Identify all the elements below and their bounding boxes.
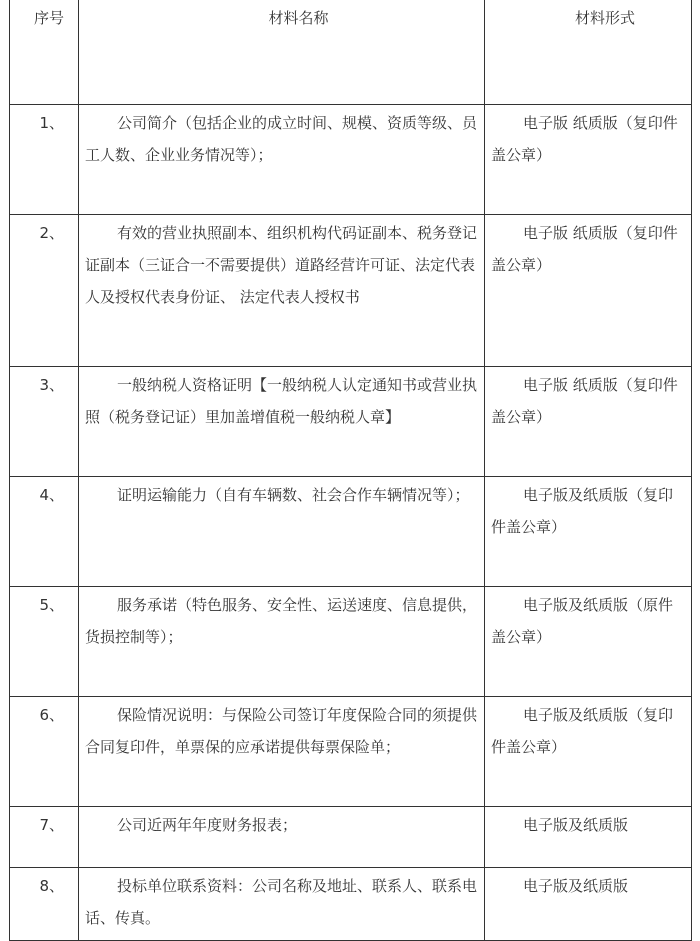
row-number: 2、	[10, 215, 79, 367]
material-form: 电子版及纸质版（复印件盖公章）	[485, 697, 692, 807]
row-number: 6、	[10, 697, 79, 807]
header-name-label: 材料名称	[268, 9, 329, 27]
row-number: 3、	[10, 367, 79, 477]
material-form: 电子版及纸质版	[485, 807, 692, 868]
table-row	[10, 807, 692, 868]
material-form: 电子版 纸质版（复印件盖公章）	[485, 105, 692, 215]
material-name: 保险情况说明：与保险公司签订年度保险合同的须提供合同复印件，单票保的应承诺提供每票保险单；	[79, 697, 485, 807]
row-number: 4、	[10, 477, 79, 587]
table-row	[10, 215, 692, 367]
material-name: 公司近两年年度财务报表；	[79, 807, 485, 868]
material-form: 电子版及纸质版（原件盖公章）	[485, 587, 692, 697]
header-no-cell	[10, 0, 79, 105]
table-row	[10, 105, 692, 215]
table-row	[10, 697, 692, 807]
header-form-cell	[485, 0, 692, 105]
material-name: 公司简介（包括企业的成立时间、规模、资质等级、员工人数、企业业务情况等）；	[79, 105, 485, 215]
material-form: 电子版 纸质版（复印件盖公章）	[485, 367, 692, 477]
material-form: 电子版及纸质版	[485, 868, 692, 941]
table-row	[10, 477, 692, 587]
material-name: 有效的营业执照副本、组织机构代码证副本、税务登记证副本（三证合一不需要提供）道路经营许可证、法定代表人及授权代表身份证、 法定代表人授权书	[79, 215, 485, 367]
material-name: 服务承诺（特色服务、安全性、运送速度、信息提供，货损控制等）；	[79, 587, 485, 697]
row-number: 5、	[10, 587, 79, 697]
row-number: 1、	[10, 105, 79, 215]
table-row	[10, 868, 692, 941]
material-name: 投标单位联系资料：公司名称及地址、联系人、联系电话、传真。	[79, 868, 485, 941]
material-form: 电子版 纸质版（复印件盖公章）	[485, 215, 692, 367]
row-number: 8、	[10, 868, 79, 941]
header-name-cell	[79, 0, 485, 105]
header-form-label: 材料形式	[574, 9, 635, 27]
material-name: 证明运输能力（自有车辆数、社会合作车辆情况等）；	[79, 477, 485, 587]
table-row	[10, 367, 692, 477]
row-number: 7、	[10, 807, 79, 868]
table-row	[10, 587, 692, 697]
table-header-row	[10, 0, 692, 105]
header-no-label: 序号	[33, 9, 64, 27]
materials-table	[9, 0, 692, 941]
material-form: 电子版及纸质版（复印件盖公章）	[485, 477, 692, 587]
material-name: 一般纳税人资格证明【一般纳税人认定通知书或营业执照（税务登记证）里加盖增值税一般纳税人章】	[79, 367, 485, 477]
